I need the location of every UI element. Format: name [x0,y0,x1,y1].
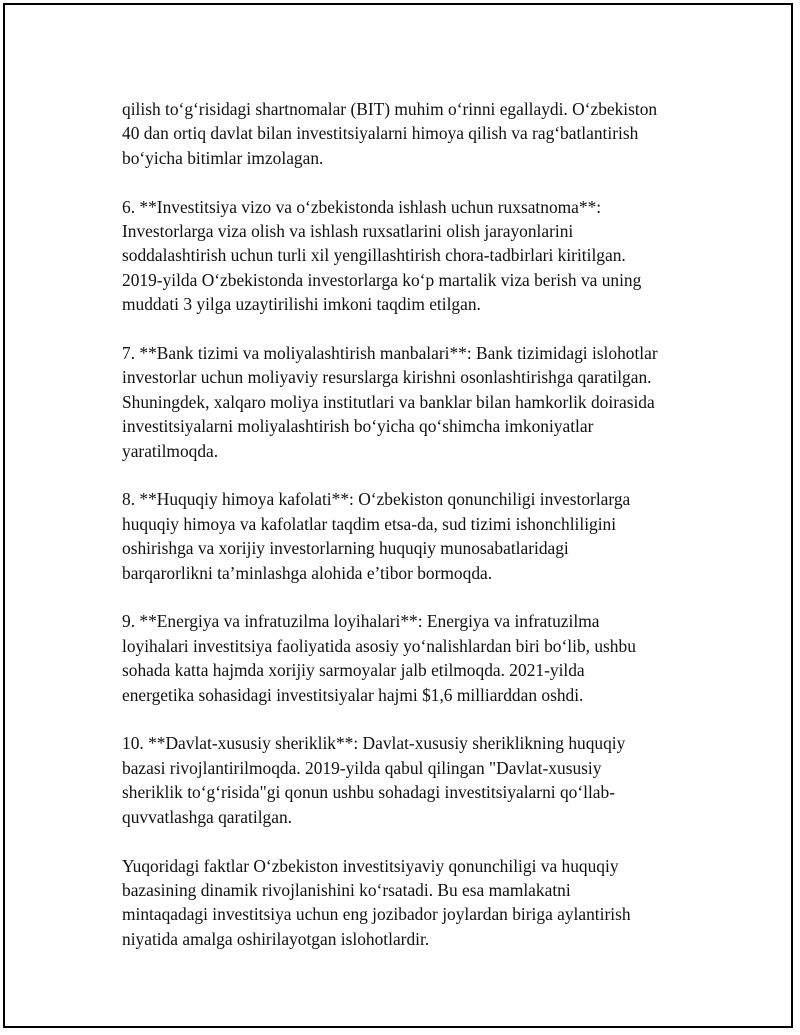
paragraph-bit-continuation: qilish to‘g‘risidagi shartnomalar (BIT) muhim o‘rinni egallaydi. O‘zbekiston 40 dan ortiq davlat bilan investitsiyalarni himoya qilish va rag‘batlantirish bo‘yicha bitimlar imzolagan. [122,99,658,168]
paragraph-item-8-legal-protection: 8. **Huquqiy himoya kafolati**: O‘zbekiston qonunchiligi investorlarga huquqiy himoya va kafolatlar taqdim etsa-da, sud tizimi ishonchliligini oshirishga va xorijiy investorlarning huquqiy munosabatlaridagi barqarorlikni ta’minlashga alohida e’tibor bormoqda. [122,489,631,583]
paragraph-conclusion: Yuqoridagi faktlar O‘zbekiston investitsiyaviy qonunchiligi va huquqiy bazasining dinamik rivojlanishini ko‘rsatadi. Bu esa mamlakatni mintaqadagi investitsiya uchun eng jozibador joylardan biriga aylantirish niyatida amalga oshirilayotgan islohotlardir. [122,855,631,949]
paragraph-item-6-visa: 6. **Investitsiya vizo va o‘zbekistonda ishlash uchun ruxsatnoma**: Investorlarga viza olish va ishlash ruxsatlarini olish jarayonlarini soddalashtirish uchun turli xil yengillashtirish chora-tadbirlari kiritilgan. 2019-yilda O‘zbekistonda investorlarga ko‘p martalik viza berish va uning muddati 3 yilga uzaytirilishi imkoni taqdim etilgan. [122,196,642,315]
paragraph-item-7-banking: 7. **Bank tizimi va moliyalashtirish manbalari**: Bank tizimidagi islohotlar investorlar uchun moliyaviy resurslarga kirishni osonlashtirishga qaratilgan. Shuningdek, xalqaro moliya institutlari va banklar bilan hamkorlik doirasida investitsiyalarni moliyalashtirish bo‘yicha qo‘shimcha imkoniyatlar yaratilmoqda. [122,343,658,461]
paragraph-item-9-energy: 9. **Energiya va infratuzilma loyihalari**: Energiya va infratuzilma loyihalari investitsiya faoliyatida asosiy yo‘nalishlardan biri bo‘lib, ushbu sohada katta hajmda xorijiy sarmoyalar jalb etilmoqda. 2021-yilda energetika sohasidagi investitsiyalar hajmi $1,6 milliarddan oshdi. [122,611,636,705]
document-body [122,97,702,951]
page-frame [3,3,793,1028]
paragraph-item-10-ppp: 10. **Davlat-xususiy sheriklik**: Davlat-xususiy sheriklikning huquqiy bazasi rivojlantirilmoqda. 2019-yilda qabul qilingan "Davlat-xususiy sheriklik to‘g‘risida"gi qonun ushbu sohadagi investitsiyalarni qo‘llab- quvvatlashga qaratilgan. [122,733,626,827]
